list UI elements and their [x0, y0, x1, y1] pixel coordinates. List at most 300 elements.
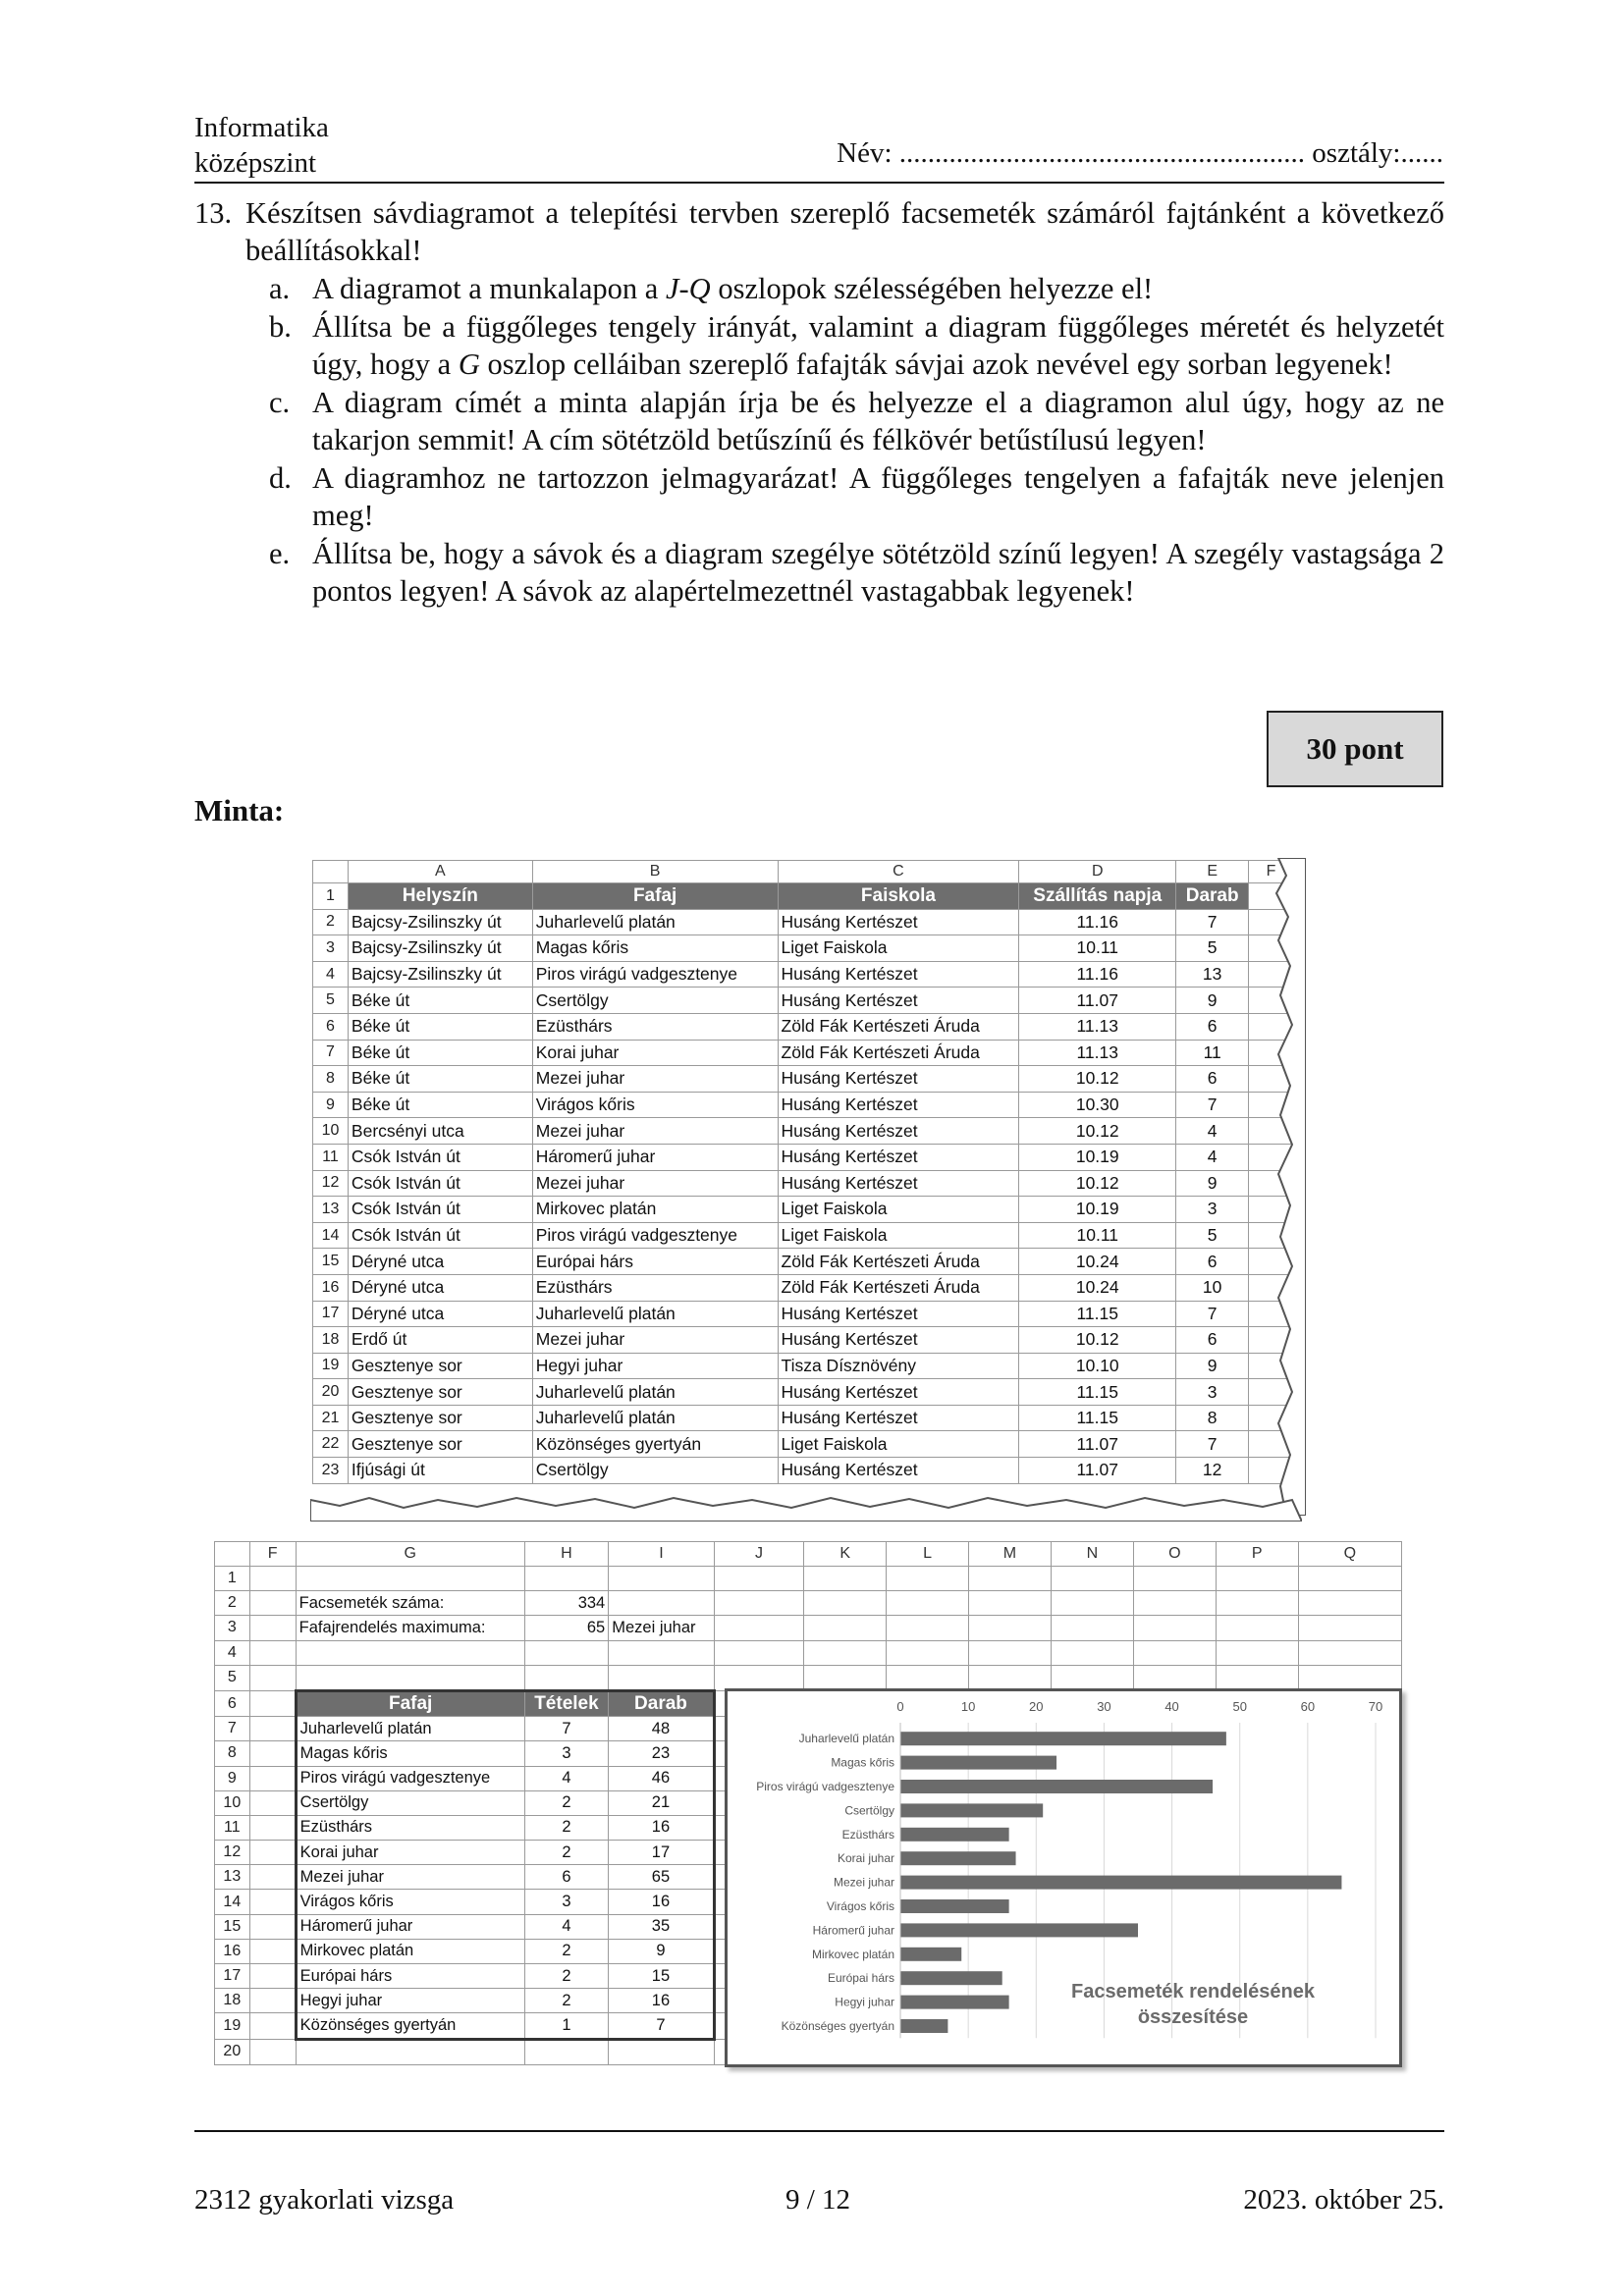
cell: Mirkovec platán: [532, 1197, 778, 1223]
footer-page: 9 / 12: [785, 2184, 851, 2216]
cell: 11.15: [1019, 1405, 1176, 1431]
cell: Liget Faiskola: [778, 1197, 1019, 1223]
cell: Juharlevelű platán: [532, 909, 778, 935]
cell: 15: [609, 1964, 715, 1989]
summary-value: 334: [524, 1591, 609, 1616]
empty-cell: [249, 1865, 296, 1890]
empty-cell: [249, 1815, 296, 1840]
cell: Bajcsy-Zsilinszky út: [348, 909, 532, 935]
cell: 6: [1176, 1249, 1249, 1275]
column-header-row: [313, 861, 1294, 883]
task-item-text: [312, 535, 1444, 610]
table-row: [215, 1640, 1402, 1665]
empty-cell: [249, 1989, 296, 2013]
row-number: 5: [313, 988, 349, 1014]
table-row: [313, 909, 1294, 935]
row-number: 10: [313, 1118, 349, 1145]
cell: Mezei juhar: [532, 1066, 778, 1093]
cell: 10.19: [1019, 1197, 1176, 1223]
row-number: 3: [313, 935, 349, 962]
cell: 3: [1176, 1197, 1249, 1223]
column-header: Faiskola: [778, 883, 1019, 910]
cell: Hegyi juhar: [532, 1353, 778, 1379]
cell: 11.13: [1019, 1040, 1176, 1066]
column-letter: F: [249, 1542, 296, 1567]
cell: 10.12: [1019, 1170, 1176, 1197]
cell: Husáng Kertészet: [778, 1092, 1019, 1118]
table-row: [313, 1144, 1294, 1170]
cell: Husáng Kertészet: [778, 1144, 1019, 1170]
table-row: [313, 1013, 1294, 1040]
cell: Mezei juhar: [532, 1118, 778, 1145]
row-number: 14: [313, 1222, 349, 1249]
cell: 46: [609, 1766, 715, 1790]
cell: 4: [1176, 1118, 1249, 1145]
empty-cell: [968, 1665, 1051, 1690]
table-row: [313, 1458, 1294, 1484]
cell: Közönséges gyertyán: [532, 1431, 778, 1458]
cell: 2: [524, 1989, 609, 2013]
row-number: 15: [215, 1914, 250, 1939]
cell: Zöld Fák Kertészeti Áruda: [778, 1274, 1019, 1301]
empty-cell: [249, 1690, 296, 1716]
cell: 23: [609, 1741, 715, 1766]
empty-cell: [609, 1665, 715, 1690]
empty-cell: [249, 1717, 296, 1741]
task-item-text-part: Állítsa be, hogy a sávok és a diagram szegélye sötétzöld színű legyen! A szegély vastagsága 2 pontos legyen! A sávok az alapértelmezettnél vastagabbak legyenek!: [312, 537, 1444, 608]
table-row: [313, 1379, 1294, 1406]
row-number: 12: [215, 1841, 250, 1865]
bar: [900, 1756, 1056, 1770]
category-label: Mirkovec platán: [811, 1947, 894, 1961]
column-letter: O: [1133, 1542, 1216, 1567]
table-row: [313, 1066, 1294, 1093]
table-row: [313, 961, 1294, 988]
empty-cell: [887, 1665, 969, 1690]
cell: 7: [1176, 1301, 1249, 1327]
table-header-row: [313, 883, 1294, 910]
column-letter: K: [804, 1542, 887, 1567]
category-label: Juharlevelű platán: [798, 1732, 894, 1746]
empty-cell: [1216, 1640, 1298, 1665]
category-label: Korai juhar: [837, 1851, 894, 1866]
table-row: [215, 1616, 1402, 1640]
task-item-letter: b.: [269, 310, 292, 344]
bar: [900, 1876, 1341, 1890]
row-number: 18: [215, 1989, 250, 2013]
subject-line-2: középszint: [194, 147, 317, 179]
cell: Erdő út: [348, 1327, 532, 1354]
row-number: 11: [313, 1144, 349, 1170]
row-number: 21: [313, 1405, 349, 1431]
cell: 10.12: [1019, 1066, 1176, 1093]
torn-edge-bottom-1: [310, 1492, 1302, 1522]
row-number: 23: [313, 1458, 349, 1484]
empty-cell: [249, 1914, 296, 1939]
cell: 7: [1176, 1431, 1249, 1458]
empty-cell: [1133, 1616, 1216, 1640]
row-number: 4: [215, 1640, 250, 1665]
x-tick-label: 0: [896, 1699, 904, 1714]
row-number: 19: [313, 1353, 349, 1379]
empty-cell: [1133, 1591, 1216, 1616]
cell: Csók István út: [348, 1144, 532, 1170]
row-number: 16: [215, 1939, 250, 1963]
cell: Liget Faiskola: [778, 935, 1019, 962]
cell: 2: [524, 1790, 609, 1815]
cell: 9: [1176, 988, 1249, 1014]
cell: Béke út: [348, 1092, 532, 1118]
cell: Ezüsthárs: [296, 1815, 524, 1840]
empty-cell: [524, 1665, 609, 1690]
cell: Korai juhar: [532, 1040, 778, 1066]
column-letter: C: [778, 861, 1019, 883]
empty-cell: [296, 2039, 524, 2064]
cell: Bajcsy-Zsilinszky út: [348, 961, 532, 988]
category-label: Piros virágú vadgesztenye: [756, 1780, 894, 1793]
row-number: 7: [215, 1717, 250, 1741]
empty-cell: [968, 1567, 1051, 1591]
category-label: Csertölgy: [844, 1803, 894, 1818]
cell: 12: [1176, 1458, 1249, 1484]
column-letter: I: [609, 1542, 715, 1567]
empty-cell: [1051, 1567, 1133, 1591]
empty-cell: [249, 1665, 296, 1690]
cell: 5: [1176, 1222, 1249, 1249]
empty-cell: [296, 1665, 524, 1690]
cell: Háromerű juhar: [532, 1144, 778, 1170]
cell: Husáng Kertészet: [778, 1327, 1019, 1354]
row-number: 9: [215, 1766, 250, 1790]
empty-cell: [249, 1890, 296, 1914]
row-number: 11: [215, 1815, 250, 1840]
row-number: 8: [313, 1066, 349, 1093]
summary-value: 65: [524, 1616, 609, 1640]
cell: Gesztenye sor: [348, 1353, 532, 1379]
empty-cell: [1298, 1591, 1401, 1616]
cell: Csók István út: [348, 1222, 532, 1249]
cell: 8: [1176, 1405, 1249, 1431]
row-number: 2: [215, 1591, 250, 1616]
cell: Husáng Kertészet: [778, 961, 1019, 988]
empty-cell: [1216, 1665, 1298, 1690]
table-row: [313, 1222, 1294, 1249]
cell: 10.24: [1019, 1249, 1176, 1275]
cell: 16: [609, 1890, 715, 1914]
task-item-text: [312, 308, 1444, 383]
cell: 16: [609, 1989, 715, 2013]
cell: Husáng Kertészet: [778, 909, 1019, 935]
cell: Gesztenye sor: [348, 1405, 532, 1431]
cell: Liget Faiskola: [778, 1222, 1019, 1249]
column-letter: M: [968, 1542, 1051, 1567]
task-item-text-part: oszlopok szélességében helyezze el!: [710, 272, 1154, 305]
column-header: Fafaj: [296, 1690, 524, 1716]
cell: Ezüsthárs: [532, 1013, 778, 1040]
cell: 6: [1176, 1013, 1249, 1040]
cell: Csertölgy: [532, 988, 778, 1014]
empty-cell: [1298, 1567, 1401, 1591]
cell: Juharlevelű platán: [532, 1379, 778, 1406]
column-header: Fafaj: [532, 883, 778, 910]
cell: 9: [1176, 1353, 1249, 1379]
cell: 6: [1176, 1066, 1249, 1093]
column-header-row: [215, 1542, 1402, 1567]
empty-cell: [249, 1841, 296, 1865]
cell: Csók István út: [348, 1197, 532, 1223]
sample-label: Minta:: [194, 793, 285, 828]
sample-sheet-1: [312, 860, 1294, 1484]
row-number: 17: [215, 1964, 250, 1989]
row-number: 9: [313, 1092, 349, 1118]
column-letter: D: [1019, 861, 1176, 883]
cell: 10.19: [1019, 1144, 1176, 1170]
column-letter: G: [296, 1542, 524, 1567]
table-row: [313, 935, 1294, 962]
task-item-text-part: A diagram címét a minta alapján írja be és helyezze el a diagramon alul úgy, hogy az ne takarjon semmit! A cím sötétzöld betűszínű és félkövér betűstílusú legyen!: [312, 386, 1444, 456]
category-label: Háromerű juhar: [812, 1923, 894, 1938]
cell: Magas kőris: [532, 935, 778, 962]
category-label: Virágos kőris: [826, 1899, 894, 1913]
task-item-emphasis: G: [458, 347, 480, 381]
cell: Husáng Kertészet: [778, 988, 1019, 1014]
cell: Európai hárs: [296, 1964, 524, 1989]
footer-exam: 2312 gyakorlati vizsga: [194, 2184, 455, 2216]
empty-cell: [524, 1567, 609, 1591]
empty-cell: [1051, 1640, 1133, 1665]
bar: [900, 1803, 1043, 1817]
cell: Zöld Fák Kertészeti Áruda: [778, 1040, 1019, 1066]
cell: Husáng Kertészet: [778, 1458, 1019, 1484]
corner-cell: [313, 861, 349, 883]
empty-cell: [1216, 1591, 1298, 1616]
empty-cell: [609, 2039, 715, 2064]
cell: 11.07: [1019, 1458, 1176, 1484]
row-number: 2: [313, 909, 349, 935]
row-number: 17: [313, 1301, 349, 1327]
row-number: 14: [215, 1890, 250, 1914]
table-row: [313, 1431, 1294, 1458]
row-number: 3: [215, 1616, 250, 1640]
empty-cell: [249, 2013, 296, 2039]
x-tick-label: 20: [1029, 1699, 1044, 1714]
task-item: [245, 308, 1444, 383]
empty-cell: [804, 1616, 887, 1640]
empty-cell: [1216, 1616, 1298, 1640]
empty-cell: [524, 1640, 609, 1665]
cell: 11.15: [1019, 1379, 1176, 1406]
table-row: [313, 1249, 1294, 1275]
row-number: 13: [215, 1865, 250, 1890]
cell: Béke út: [348, 988, 532, 1014]
empty-cell: [249, 1567, 296, 1591]
column-letter: Q: [1298, 1542, 1401, 1567]
cell: Virágos kőris: [296, 1890, 524, 1914]
cell: Déryné utca: [348, 1249, 532, 1275]
row-number: 22: [313, 1431, 349, 1458]
cell: 7: [524, 1717, 609, 1741]
x-tick-label: 40: [1164, 1699, 1179, 1714]
empty-cell: [714, 1616, 804, 1640]
cell: Piros virágú vadgesztenye: [296, 1766, 524, 1790]
row-number: 6: [215, 1690, 250, 1716]
subject-line-1: Informatika: [194, 112, 329, 143]
cell: 16: [609, 1815, 715, 1840]
cell: 10.12: [1019, 1327, 1176, 1354]
task-item-letter: a.: [269, 272, 291, 305]
cell: Gesztenye sor: [348, 1431, 532, 1458]
cell: 2: [524, 1815, 609, 1840]
column-header: Helyszín: [348, 883, 532, 910]
cell: 3: [1176, 1379, 1249, 1406]
task-item-letter: d.: [269, 461, 292, 495]
cell: Husáng Kertészet: [778, 1405, 1019, 1431]
cell: 10: [1176, 1274, 1249, 1301]
cell: 6: [1176, 1327, 1249, 1354]
empty-cell: [249, 1591, 296, 1616]
cell: Juharlevelű platán: [532, 1301, 778, 1327]
empty-cell: [296, 1567, 524, 1591]
cell: 11.15: [1019, 1301, 1176, 1327]
empty-cell: [1051, 1591, 1133, 1616]
cell: 10.24: [1019, 1274, 1176, 1301]
task-item-text-part: Állítsa be a függőleges tengely irányát, valamint a diagram függőleges méretét és helyzetét úgy, hogy a: [312, 310, 1444, 381]
empty-cell: [249, 1939, 296, 1963]
cell: Juharlevelű platán: [532, 1405, 778, 1431]
x-tick-label: 60: [1300, 1699, 1316, 1714]
cell: Juharlevelű platán: [296, 1717, 524, 1741]
column-letter: H: [524, 1542, 609, 1567]
cell: Béke út: [348, 1013, 532, 1040]
empty-cell: [1133, 1567, 1216, 1591]
cell: 1: [524, 2013, 609, 2039]
cell: Husáng Kertészet: [778, 1301, 1019, 1327]
cell: Csók István út: [348, 1170, 532, 1197]
cell: 9: [609, 1939, 715, 1963]
summary-label: Fafajrendelés maximuma:: [296, 1616, 524, 1640]
cell: 4: [524, 1766, 609, 1790]
column-letter: L: [887, 1542, 969, 1567]
bar: [900, 1828, 1009, 1842]
cell: Virágos kőris: [532, 1092, 778, 1118]
bar: [900, 1899, 1009, 1913]
column-letter: E: [1176, 861, 1249, 883]
table-row: [313, 1092, 1294, 1118]
row-number: 1: [215, 1567, 250, 1591]
bar: [900, 1996, 1009, 2009]
empty-cell: [804, 1567, 887, 1591]
empty-cell: [968, 1640, 1051, 1665]
cell: 11.07: [1019, 988, 1176, 1014]
table-row: [313, 1301, 1294, 1327]
cell: 2: [524, 1939, 609, 1963]
cell: 11.07: [1019, 1431, 1176, 1458]
empty-cell: [609, 1591, 715, 1616]
task-item: [245, 535, 1444, 610]
empty-cell: [1298, 1665, 1401, 1690]
cell: Közönséges gyertyán: [296, 2013, 524, 2039]
cell: 10.12: [1019, 1118, 1176, 1145]
column-letter: P: [1216, 1542, 1298, 1567]
table-row: [313, 1040, 1294, 1066]
cell: Bajcsy-Zsilinszky út: [348, 935, 532, 962]
torn-edge-right-1: [1267, 858, 1306, 1516]
corner-cell: [215, 1542, 250, 1567]
summary-label: Facsemeték száma:: [296, 1591, 524, 1616]
table-row: [313, 1327, 1294, 1354]
task-item: [245, 459, 1444, 534]
empty-cell: [1216, 1567, 1298, 1591]
cell: 9: [1176, 1170, 1249, 1197]
cell: 6: [524, 1865, 609, 1890]
points-box: 30 pont: [1267, 711, 1443, 787]
empty-cell: [1051, 1665, 1133, 1690]
task-item-emphasis: J-Q: [665, 272, 711, 305]
cell: Csertölgy: [532, 1458, 778, 1484]
cell: 10.10: [1019, 1353, 1176, 1379]
cell: 2: [524, 1841, 609, 1865]
row-number: 15: [313, 1249, 349, 1275]
row-number: 16: [313, 1274, 349, 1301]
cell: 10.30: [1019, 1092, 1176, 1118]
empty-cell: [609, 1567, 715, 1591]
cell: 48: [609, 1717, 715, 1741]
row-number: 20: [215, 2039, 250, 2064]
chart-title: összesítése: [1137, 2006, 1249, 2028]
cell: 35: [609, 1914, 715, 1939]
cell: Husáng Kertészet: [778, 1066, 1019, 1093]
empty-cell: [804, 1640, 887, 1665]
task-item-letter: e.: [269, 537, 291, 570]
empty-cell: [249, 1790, 296, 1815]
cell: 17: [609, 1841, 715, 1865]
table-row: [313, 1197, 1294, 1223]
empty-cell: [714, 1567, 804, 1591]
cell: 13: [1176, 961, 1249, 988]
cell: 11: [1176, 1040, 1249, 1066]
cell: 7: [1176, 1092, 1249, 1118]
cell: Déryné utca: [348, 1301, 532, 1327]
cell: 11.13: [1019, 1013, 1176, 1040]
empty-cell: [714, 1640, 804, 1665]
table-row: [215, 1591, 1402, 1616]
task-item-text: [312, 459, 1444, 534]
empty-cell: [887, 1616, 969, 1640]
row-number: 12: [313, 1170, 349, 1197]
cell: Gesztenye sor: [348, 1379, 532, 1406]
empty-cell: [968, 1616, 1051, 1640]
cell: Európai hárs: [532, 1249, 778, 1275]
empty-cell: [249, 1741, 296, 1766]
x-tick-label: 50: [1232, 1699, 1247, 1714]
cell: Déryné utca: [348, 1274, 532, 1301]
x-tick-label: 70: [1368, 1699, 1383, 1714]
cell: Tisza Dísznövény: [778, 1353, 1019, 1379]
task-items: [194, 270, 1444, 610]
table-row: [313, 1353, 1294, 1379]
empty-cell: [1133, 1640, 1216, 1665]
task-item: [245, 270, 1444, 307]
bar: [900, 1923, 1138, 1937]
row-number: 13: [313, 1197, 349, 1223]
empty-cell: [1298, 1616, 1401, 1640]
column-letter: F: [1249, 861, 1294, 883]
table-row: [313, 1405, 1294, 1431]
table-row: [313, 1170, 1294, 1197]
empty-cell: [249, 2039, 296, 2064]
task-item-text: [312, 270, 1444, 307]
empty-cell: [524, 2039, 609, 2064]
